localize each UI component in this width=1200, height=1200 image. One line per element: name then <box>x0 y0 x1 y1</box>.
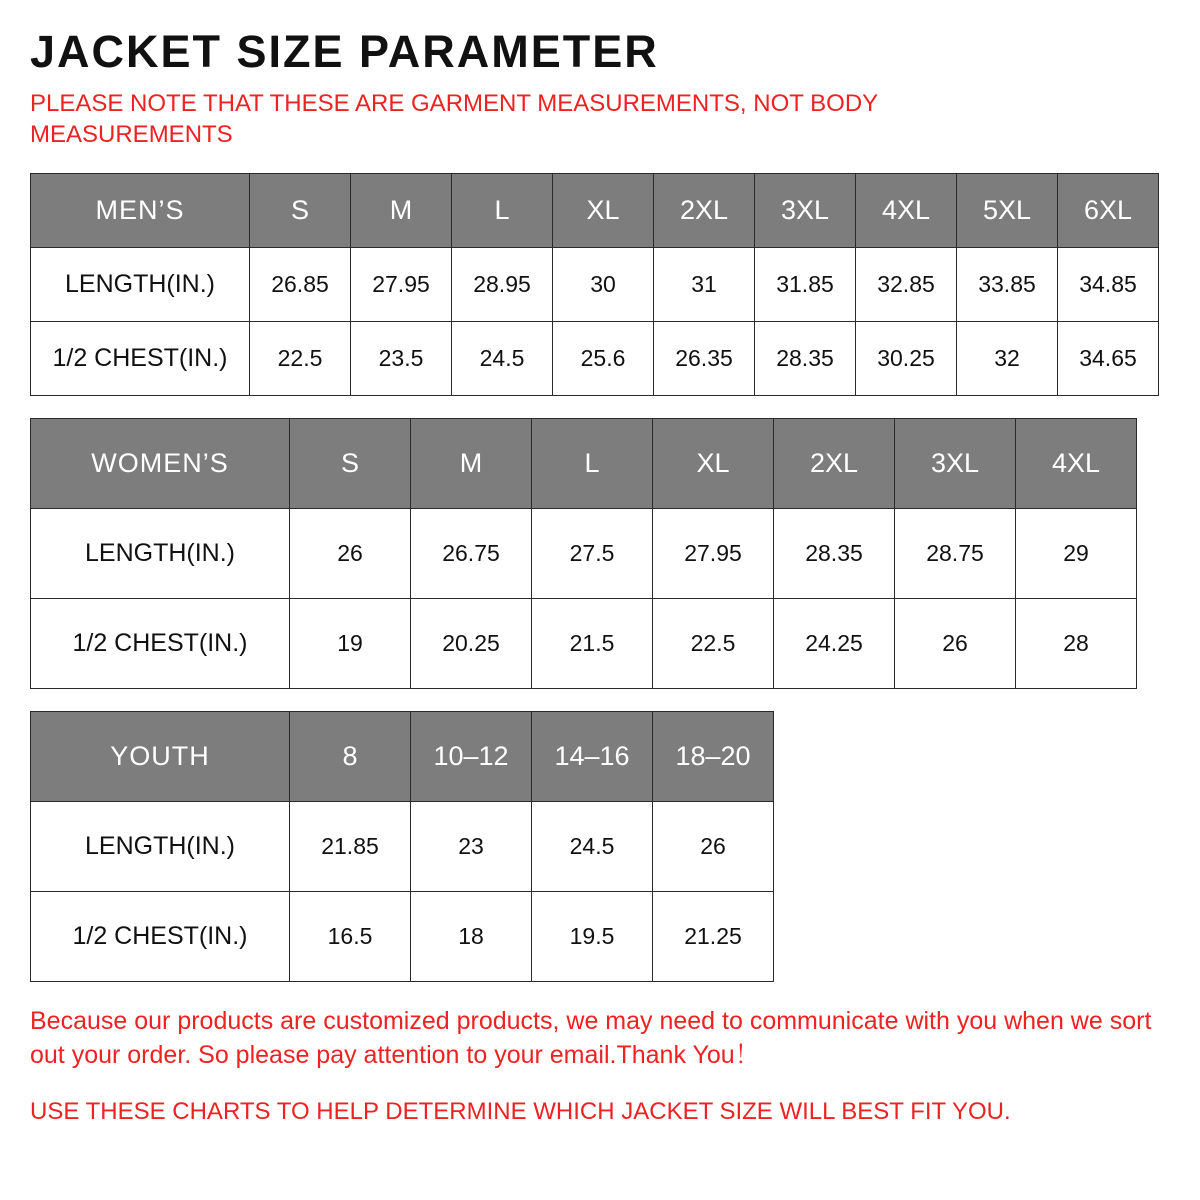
cell-value: 21.85 <box>290 801 411 891</box>
column-header-size: 8 <box>290 711 411 801</box>
cell-value: 28.75 <box>895 508 1016 598</box>
cell-value: 24.25 <box>774 598 895 688</box>
column-header-size: 4XL <box>1016 418 1137 508</box>
column-header-size: 14–16 <box>532 711 653 801</box>
cell-value: 28.35 <box>774 508 895 598</box>
table-row <box>31 508 1137 598</box>
cell-value: 34.65 <box>1058 321 1159 395</box>
cell-value: 30.25 <box>856 321 957 395</box>
mens-size-table <box>30 173 1159 396</box>
cell-value: 26.85 <box>250 247 351 321</box>
column-header-size: 5XL <box>957 173 1058 247</box>
cell-value: 23.5 <box>351 321 452 395</box>
youth-size-table <box>30 711 774 982</box>
footer-note-customized: Because our products are customized products, we may need to communicate with you when we sort out your order. So please pay attention to your email.Thank You！ <box>30 1006 1152 1070</box>
column-header-size: 3XL <box>895 418 1016 508</box>
column-header-size: 2XL <box>774 418 895 508</box>
table-header-row <box>31 173 1159 247</box>
womens-size-table <box>30 418 1137 689</box>
cell-value: 26.75 <box>411 508 532 598</box>
table-row <box>31 891 774 981</box>
cell-value: 24.5 <box>452 321 553 395</box>
row-label: LENGTH(IN.) <box>31 801 290 891</box>
column-header-size: S <box>290 418 411 508</box>
table-title-mens: MEN’S <box>31 173 250 247</box>
cell-value: 24.5 <box>532 801 653 891</box>
table-row <box>31 247 1159 321</box>
cell-value: 20.25 <box>411 598 532 688</box>
cell-value: 19.5 <box>532 891 653 981</box>
cell-value: 26 <box>895 598 1016 688</box>
column-header-size: 6XL <box>1058 173 1159 247</box>
column-header-size: 18–20 <box>653 711 774 801</box>
cell-value: 26 <box>653 801 774 891</box>
cell-value: 30 <box>553 247 654 321</box>
cell-value: 31.85 <box>755 247 856 321</box>
cell-value: 32.85 <box>856 247 957 321</box>
footer-notes <box>30 1004 1174 1128</box>
cell-value: 22.5 <box>653 598 774 688</box>
row-label: 1/2 CHEST(IN.) <box>31 321 250 395</box>
cell-value: 23 <box>411 801 532 891</box>
cell-value: 29 <box>1016 508 1137 598</box>
cell-value: 18 <box>411 891 532 981</box>
cell-value: 34.85 <box>1058 247 1159 321</box>
page-title: JACKET SIZE PARAMETER <box>30 26 659 77</box>
footer-note-charts: USE THESE CHARTS TO HELP DETERMINE WHICH JACKET SIZE WILL BEST FIT YOU. <box>30 1097 1011 1125</box>
column-header-size: L <box>452 173 553 247</box>
cell-value: 22.5 <box>250 321 351 395</box>
cell-value: 25.6 <box>553 321 654 395</box>
table-header-row <box>31 711 774 801</box>
table-row <box>31 801 774 891</box>
column-header-size: M <box>411 418 532 508</box>
table-title-womens: WOMEN’S <box>31 418 290 508</box>
cell-value: 26 <box>290 508 411 598</box>
column-header-size: 3XL <box>755 173 856 247</box>
row-label: LENGTH(IN.) <box>31 247 250 321</box>
cell-value: 19 <box>290 598 411 688</box>
column-header-size: 10–12 <box>411 711 532 801</box>
measurement-note: PLEASE NOTE THAT THESE ARE GARMENT MEASUREMENTS, NOT BODY MEASUREMENTS <box>30 90 878 148</box>
column-header-size: 2XL <box>654 173 755 247</box>
cell-value: 21.25 <box>653 891 774 981</box>
cell-value: 27.95 <box>653 508 774 598</box>
cell-value: 16.5 <box>290 891 411 981</box>
cell-value: 32 <box>957 321 1058 395</box>
cell-value: 31 <box>654 247 755 321</box>
column-header-size: L <box>532 418 653 508</box>
cell-value: 28.95 <box>452 247 553 321</box>
cell-value: 21.5 <box>532 598 653 688</box>
row-label: 1/2 CHEST(IN.) <box>31 891 290 981</box>
table-header-row <box>31 418 1137 508</box>
table-title-youth: YOUTH <box>31 711 290 801</box>
column-header-size: S <box>250 173 351 247</box>
cell-value: 27.95 <box>351 247 452 321</box>
column-header-size: XL <box>553 173 654 247</box>
cell-value: 26.35 <box>654 321 755 395</box>
column-header-size: XL <box>653 418 774 508</box>
cell-value: 27.5 <box>532 508 653 598</box>
cell-value: 33.85 <box>957 247 1058 321</box>
column-header-size: 4XL <box>856 173 957 247</box>
table-row <box>31 321 1159 395</box>
column-header-size: M <box>351 173 452 247</box>
row-label: LENGTH(IN.) <box>31 508 290 598</box>
cell-value: 28.35 <box>755 321 856 395</box>
cell-value: 28 <box>1016 598 1137 688</box>
table-row <box>31 598 1137 688</box>
row-label: 1/2 CHEST(IN.) <box>31 598 290 688</box>
